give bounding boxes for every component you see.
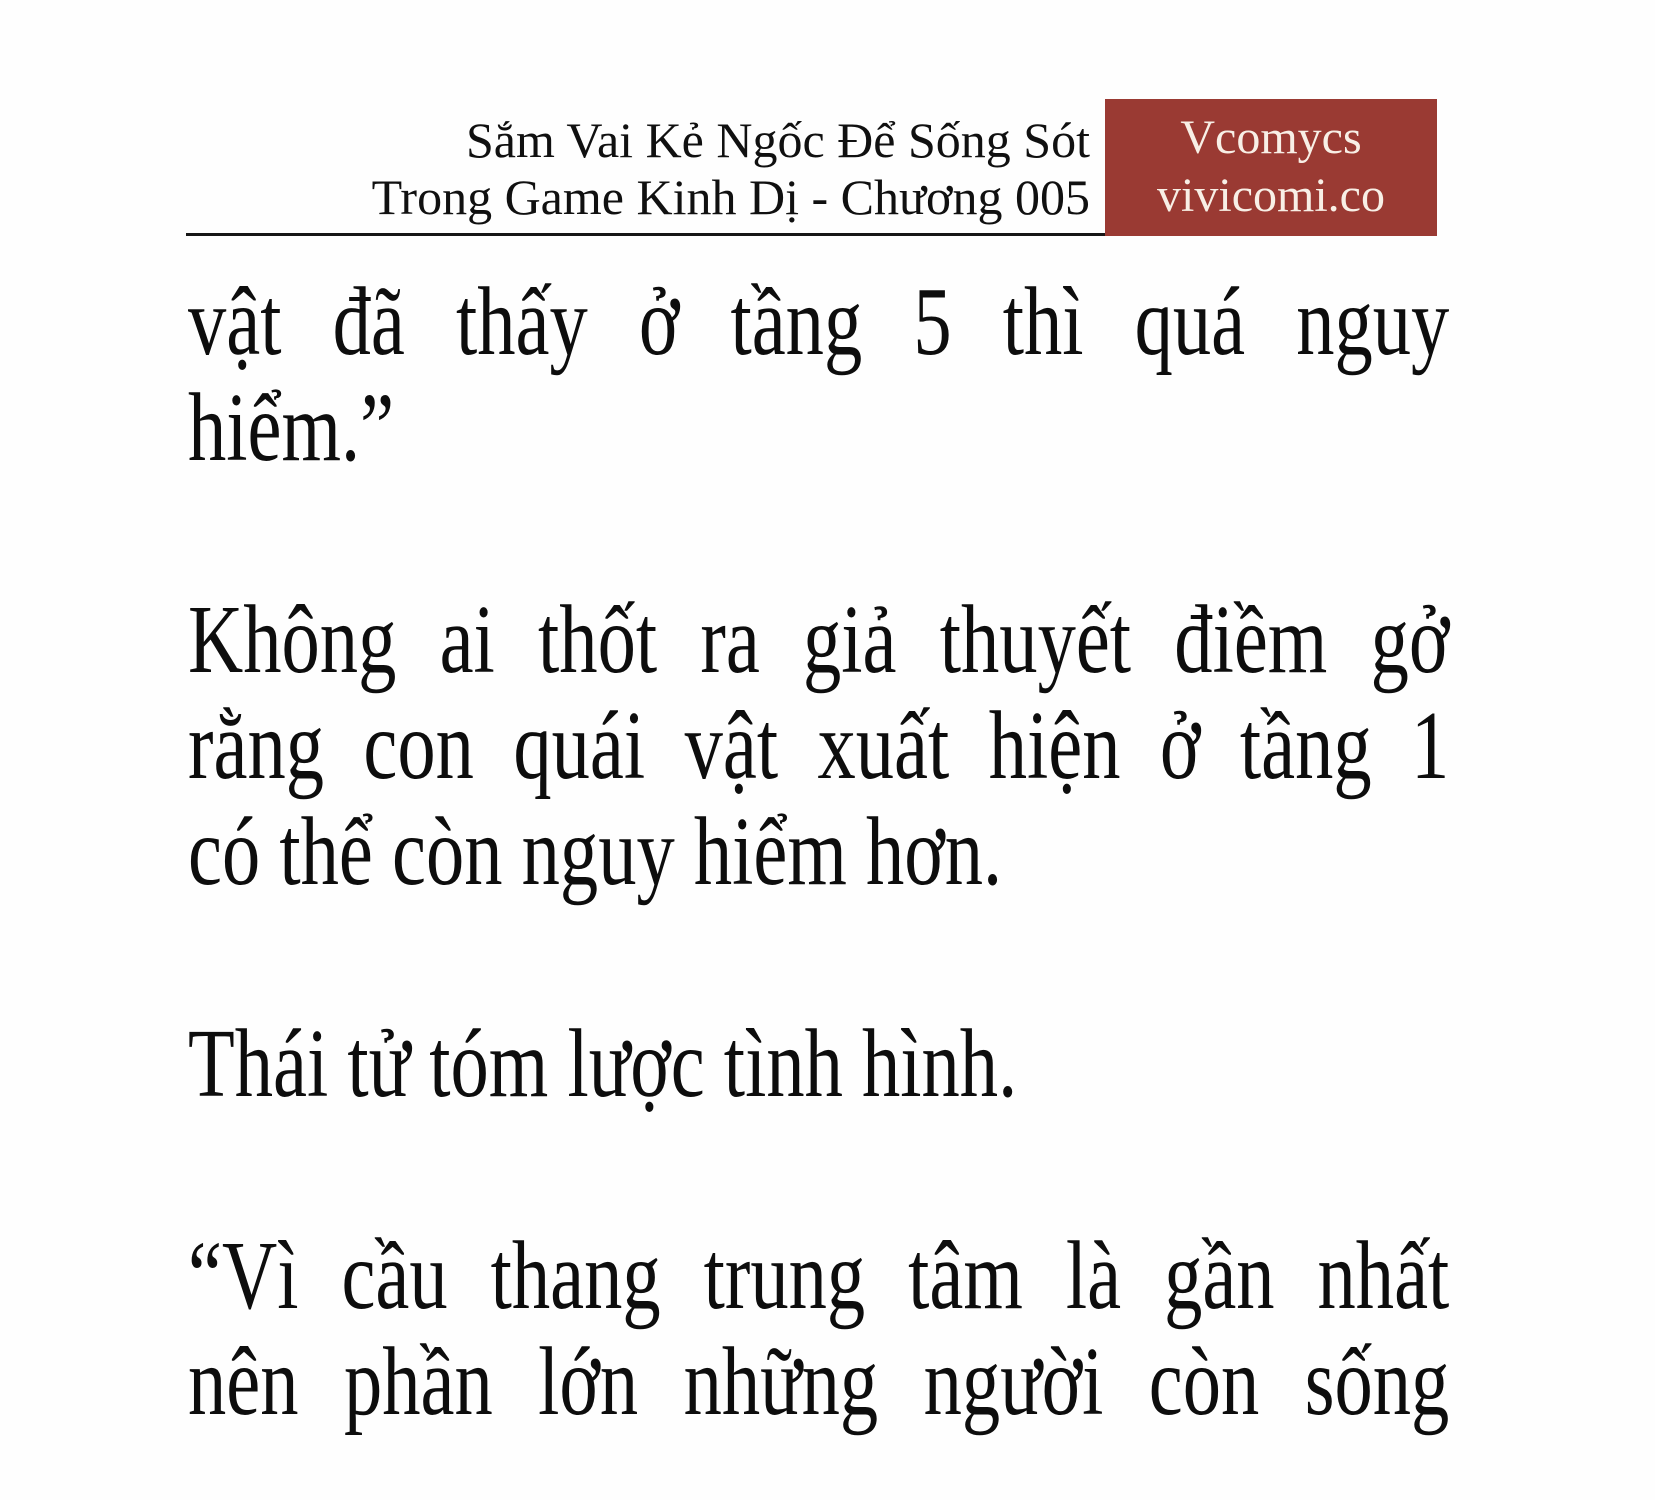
paragraph bbox=[188, 1223, 1655, 1435]
text-line: “Vì cầu thang trung tâm là gần nhất bbox=[188, 1222, 1450, 1330]
paragraph bbox=[188, 269, 1655, 481]
text-line: hiểm.” bbox=[188, 374, 395, 482]
text-line: Không ai thốt ra giả thuyết điềm gở bbox=[188, 586, 1450, 694]
header-divider bbox=[186, 233, 1105, 236]
brand-name: Vcomycs bbox=[1180, 111, 1362, 164]
text-line: rằng con quái vật xuất hiện ở tầng 1 bbox=[188, 692, 1450, 800]
chapter-number-line: Trong Game Kinh Dị - Chương 005 bbox=[371, 169, 1090, 225]
brand-badge bbox=[1105, 99, 1437, 236]
series-title-line: Sắm Vai Kẻ Ngốc Để Sống Sót bbox=[465, 112, 1090, 168]
text-line: vật đã thấy ở tầng 5 thì quá nguy bbox=[188, 268, 1450, 376]
text-line: Thái tử tóm lược tình hình. bbox=[188, 1010, 1018, 1118]
brand-site-url: vivicomi.co bbox=[1157, 169, 1385, 222]
paragraph bbox=[188, 1011, 1655, 1117]
story-text bbox=[188, 269, 1655, 1500]
text-line: có thể còn nguy hiểm hơn. bbox=[188, 798, 1003, 906]
text-line: nên phần lớn những người còn sống bbox=[188, 1328, 1450, 1436]
chapter-title bbox=[372, 112, 1090, 226]
paragraph bbox=[188, 587, 1655, 905]
